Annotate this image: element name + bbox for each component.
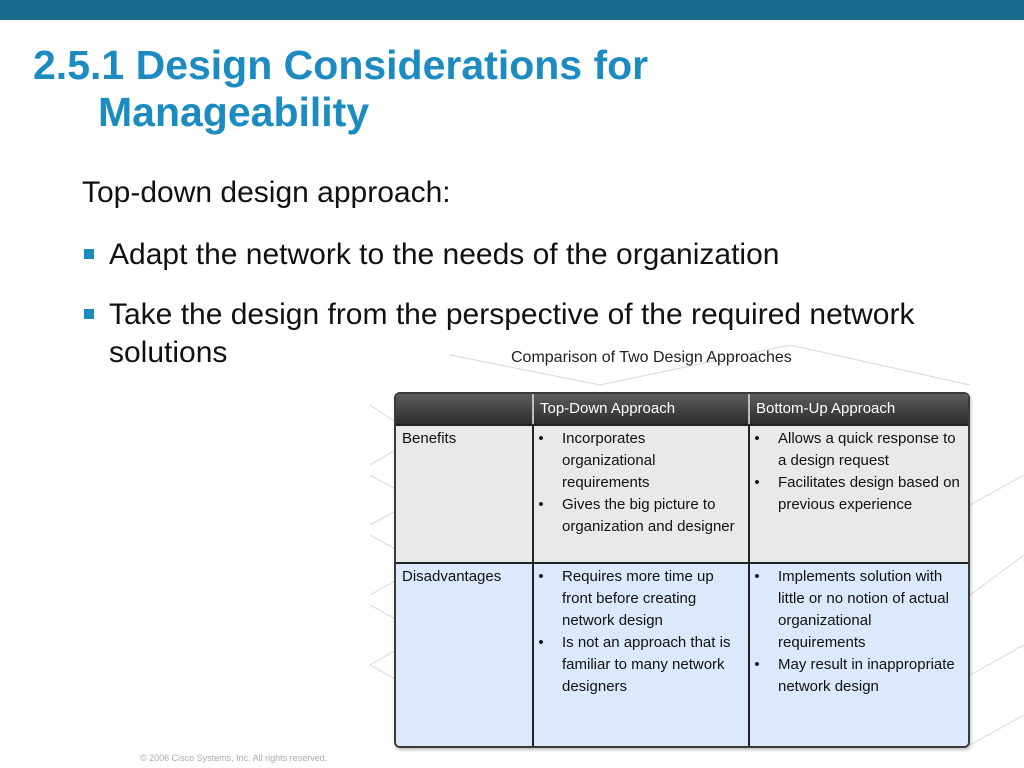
comparison-table — [394, 392, 970, 748]
bullet-dot-icon: • — [754, 430, 760, 447]
list-item-text: Requires more time up front before creating network design — [562, 568, 714, 629]
table-row-benefits — [396, 424, 968, 562]
benefits-top-down-cell — [534, 426, 750, 562]
table-header-row — [396, 394, 968, 424]
bullet-dot-icon: • — [538, 430, 544, 447]
list-item — [754, 472, 962, 516]
list-item — [754, 654, 962, 698]
list-item-text: Allows a quick response to a design request — [778, 430, 956, 469]
disadvantages-bottom-up-cell — [750, 564, 968, 748]
square-bullet-icon — [84, 249, 94, 259]
list-item — [538, 566, 742, 632]
bullet-text: Adapt the network to the needs of the organization — [109, 238, 780, 271]
top-banner — [0, 0, 1024, 20]
header-cell-empty — [396, 394, 534, 424]
list-item-text: Facilitates design based on previous experience — [778, 474, 960, 513]
list-item-text: May result in inappropriate network design — [778, 656, 955, 695]
header-cell-bottom-up: Bottom-Up Approach — [756, 400, 896, 417]
bullet-dot-icon: • — [538, 568, 544, 585]
slide-title-line2: Manageability — [98, 89, 370, 135]
list-item — [754, 428, 962, 472]
bullet-dot-icon: • — [754, 656, 760, 673]
row-label-disadvantages: Disadvantages — [396, 564, 534, 748]
list-item-text: Incorporates organizational requirements — [562, 430, 656, 491]
figure-title: Comparison of Two Design Approaches — [511, 349, 792, 366]
list-item — [538, 494, 742, 538]
bullet-dot-icon: • — [538, 634, 544, 651]
square-bullet-icon — [84, 309, 94, 319]
copyright-footer: © 2006 Cisco Systems, Inc. All rights reserved. — [140, 753, 328, 763]
bullet-dot-icon: • — [754, 474, 760, 491]
row-label-benefits: Benefits — [396, 426, 534, 562]
bullet-dot-icon: • — [754, 568, 760, 585]
slide-title — [33, 42, 933, 136]
list-item — [754, 566, 962, 654]
bullet-item — [82, 236, 962, 274]
slide-title-line1: 2.5.1 Design Considerations for — [33, 42, 649, 88]
bullet-dot-icon: • — [538, 496, 544, 513]
list-item — [538, 428, 742, 494]
list-item — [538, 632, 742, 698]
list-item-text: Gives the big picture to organization and designer — [562, 496, 735, 535]
intro-text: Top-down design approach: — [82, 176, 451, 209]
list-item-text: Is not an approach that is familiar to many network designers — [562, 634, 731, 695]
table-row-disadvantages — [396, 562, 968, 748]
bullet-text: Take the design from the perspective of the required network solutions — [109, 298, 915, 369]
benefits-bottom-up-cell — [750, 426, 968, 562]
list-item-text: Implements solution with little or no notion of actual organizational requirements — [778, 568, 949, 651]
disadvantages-top-down-cell — [534, 564, 750, 748]
header-cell-top-down: Top-Down Approach — [534, 394, 750, 424]
